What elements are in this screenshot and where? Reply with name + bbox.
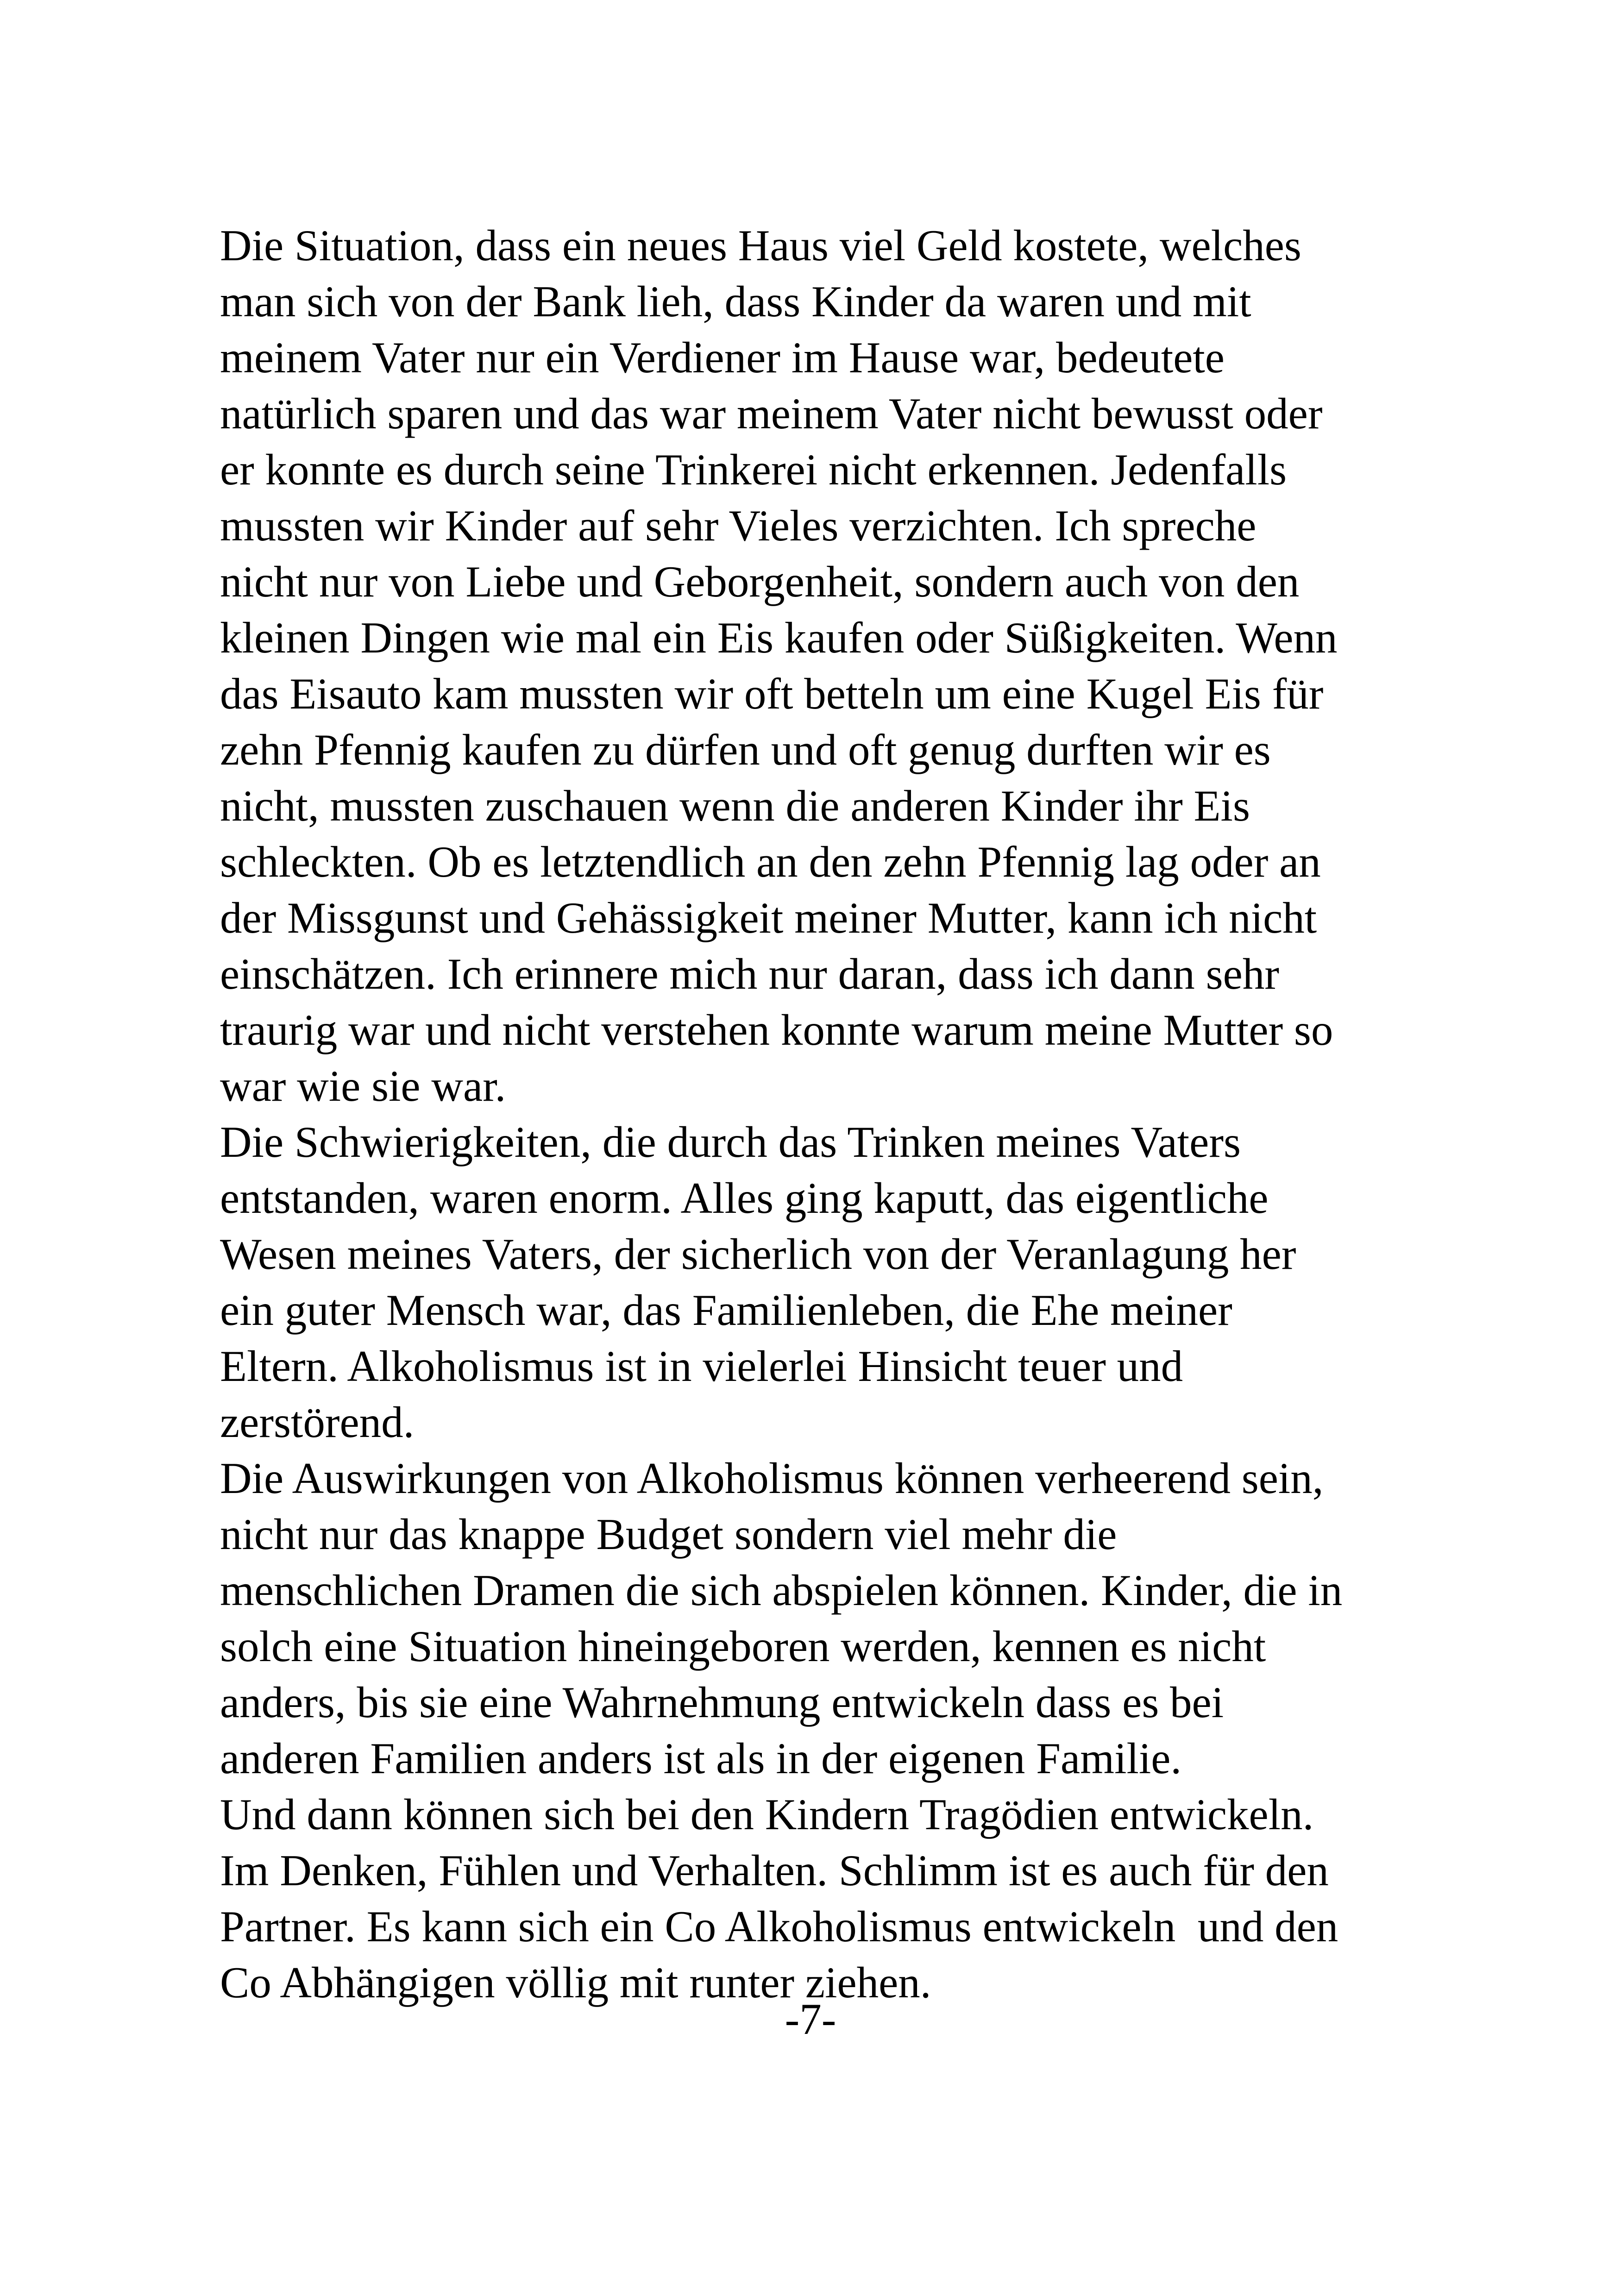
text-line: man sich von der Bank lieh, dass Kinder da waren und mit bbox=[220, 277, 1251, 326]
text-line: das Eisauto kam mussten wir oft betteln um eine Kugel Eis für bbox=[220, 669, 1324, 718]
text-line: er konnte es durch seine Trinkerei nicht erkennen. Jedenfalls bbox=[220, 445, 1287, 494]
text-line: der Missgunst und Gehässigkeit meiner Mutter, kann ich nicht bbox=[220, 893, 1317, 942]
page-number: -7- bbox=[785, 1995, 836, 2044]
text-line: entstanden, waren enorm. Alles ging kaputt, das eigentliche bbox=[220, 1173, 1269, 1223]
text-line: zerstörend. bbox=[220, 1398, 415, 1447]
text-line: solch eine Situation hineingeboren werden, kennen es nicht bbox=[220, 1622, 1266, 1671]
text-line: anderen Familien anders ist als in der eigenen Familie. bbox=[220, 1734, 1182, 1783]
text-line: Wesen meines Vaters, der sicherlich von der Veranlagung her bbox=[220, 1230, 1296, 1279]
text-line: nicht, mussten zuschauen wenn die anderen Kinder ihr Eis bbox=[220, 781, 1250, 830]
text-line: einschätzen. Ich erinnere mich nur daran, dass ich dann sehr bbox=[220, 949, 1279, 998]
text-line: ein guter Mensch war, das Familienleben, die Ehe meiner bbox=[220, 1286, 1232, 1335]
text-line: Partner. Es kann sich ein Co Alkoholismus entwickeln und den bbox=[220, 1902, 1338, 1951]
text-line: nicht nur von Liebe und Geborgenheit, sondern auch von den bbox=[220, 557, 1300, 606]
text-line: Die Schwierigkeiten, die durch das Trinken meines Vaters bbox=[220, 1117, 1241, 1167]
text-line: anders, bis sie eine Wahrnehmung entwickeln dass es bei bbox=[220, 1678, 1224, 1727]
text-line: natürlich sparen und das war meinem Vater nicht bewusst oder bbox=[220, 389, 1323, 438]
text-line: Die Situation, dass ein neues Haus viel Geld kostete, welches bbox=[220, 221, 1301, 270]
text-line: schleckten. Ob es letztendlich an den zehn Pfennig lag oder an bbox=[220, 837, 1321, 886]
body-text bbox=[220, 218, 1470, 2011]
text-line: war wie sie war. bbox=[220, 1061, 506, 1110]
text-line: mussten wir Kinder auf sehr Vieles verzichten. Ich spreche bbox=[220, 501, 1257, 550]
text-line: traurig war und nicht verstehen konnte warum meine Mutter so bbox=[220, 1005, 1333, 1054]
text-line: kleinen Dingen wie mal ein Eis kaufen oder Süßigkeiten. Wenn bbox=[220, 613, 1338, 662]
text-line: zehn Pfennig kaufen zu dürfen und oft genug durften wir es bbox=[220, 725, 1271, 774]
text-line: Co Abhängigen völlig mit runter ziehen. bbox=[220, 1958, 931, 2007]
text-line: nicht nur das knappe Budget sondern viel mehr die bbox=[220, 1510, 1117, 1559]
text-line: meinem Vater nur ein Verdiener im Hause war, bedeutete bbox=[220, 333, 1225, 382]
text-line: Die Auswirkungen von Alkoholismus können verheerend sein, bbox=[220, 1454, 1324, 1503]
text-line: Im Denken, Fühlen und Verhalten. Schlimm ist es auch für den bbox=[220, 1846, 1329, 1895]
text-line: Und dann können sich bei den Kindern Tragödien entwickeln. bbox=[220, 1790, 1314, 1839]
text-line: Eltern. Alkoholismus ist in vielerlei Hinsicht teuer und bbox=[220, 1342, 1183, 1391]
text-line: menschlichen Dramen die sich abspielen können. Kinder, die in bbox=[220, 1566, 1343, 1615]
